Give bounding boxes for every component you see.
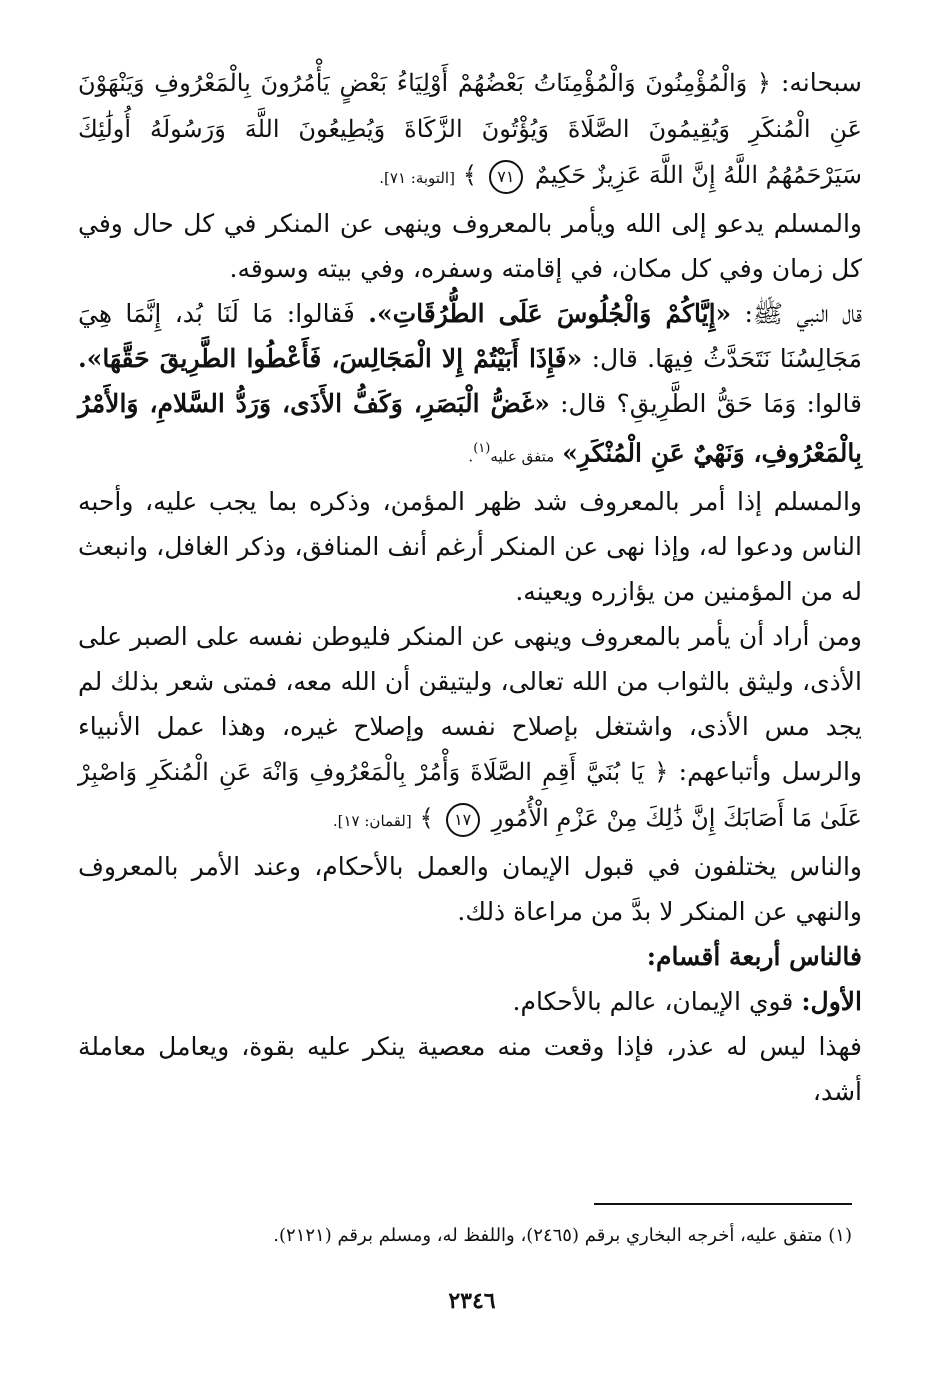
intro-text: سبحانه: [770, 68, 862, 97]
page-number: ٢٣٤٦ [448, 1288, 496, 1314]
paragraph-first-category [78, 979, 862, 1024]
paragraph-text: والناس يختلفون في قبول الإيمان والعمل بالأحكام، وعند الأمر بالمعروف والنهي عن المنكر لا بدَّ من مراعاة ذلك. [78, 852, 862, 927]
quran-verse: ﴿ وَالْمُؤْمِنُونَ وَالْمُؤْمِنَاتُ بَعْضُهُمْ أَوْلِيَاءُ بَعْضٍ يَأْمُرُونَ بِالْمَعْرُوفِ وَيَنْهَوْنَ عَنِ الْمُنكَرِ وَيُقِيمُونَ الصَّلَاةَ وَيُؤْتُونَ الزَّكَاةَ وَيُطِيعُونَ اللَّهَ وَرَسُولَهُ أُولَٰئِكَ سَيَرْحَمُهُمُ اللَّهُ إِنَّ اللَّهَ عَزِيزٌ حَكِيمٌ [78, 69, 862, 189]
footnote-marker: (١) [473, 441, 491, 456]
paragraph-hadith [78, 291, 862, 479]
heading-text: فالناس أربعة أقسام: [646, 942, 862, 972]
paragraph-text: والمسلم يدعو إلى الله ويأمر بالمعروف وينهى عن المنكر في كل حال وفي كل زمان وفي كل مكان، في إقامته وسفره، وفي بيته وسوقه. [78, 209, 862, 283]
punctuation: . [468, 447, 474, 466]
quran-close-bracket: ﴾ [419, 804, 434, 833]
footnote-divider [594, 1203, 852, 1205]
paragraph-text: ومن أراد أن يأمر بالمعروف وينهى عن المنكر فليوطن نفسه على الصبر على الأذى، وليثق بالثواب من الله تعالى، وليتيقن أن الله معه، فمتى شعر بذلك لم يجد مس الأذى، واشتغل بإصلاح نفسه وإصلاح غيره، وهذا عمل الأنبياء والرسل وأتباعهم: [78, 622, 862, 787]
paragraph-text: والمسلم إذا أمر بالمعروف شد ظهر المؤمن، وذكره بما يجب عليه، وأحبه الناس ودعوا له، وإذا نهى عن المنكر أرغم أنف المنافق، وذكر الغافل، وانبعث له من المؤمنين من يؤازره ويعينه. [78, 487, 862, 607]
paragraph-patience [78, 614, 862, 844]
verse-reference: [التوبة: ٧١]. [379, 169, 455, 187]
hadith-quote: «غَضُّ الْبَصَرِ، وَكَفُّ الأَذَى، وَرَدُّ السَّلامِ، وَالأَمْرُ بِالْمَعْرُوفِ، وَنَهْيٌ عَنِ الْمُنْكَرِ» [78, 389, 862, 468]
body-text [78, 60, 862, 1114]
verse-reference: [لقمان: ١٧]. [332, 812, 412, 831]
paragraph-quran-tawbah [78, 60, 862, 201]
quran-verse: ﴿ يَا بُنَيَّ أَقِمِ الصَّلَاةَ وَأْمُرْ بِالْمَعْرُوفِ وَانْهَ عَنِ الْمُنكَرِ وَاصْبِرْ عَلَىٰ مَا أَصَابَكَ إِنَّ ذَٰلِكَ مِنْ عَزْمِ الْأُمُورِ [78, 758, 862, 833]
footnote: (١) متفق عليه، أخرجه البخاري برقم (٢٤٦٥)، واللفظ له، ومسلم برقم (٢١٢١). [273, 1225, 852, 1246]
ayah-number-marker: ١٧ [446, 803, 480, 837]
hadith-reference: متفق عليه [490, 447, 555, 466]
quran-close-bracket: ﴾ [462, 161, 477, 189]
hadith-narration: قالوا: وَمَا حَقُّ الطَّرِيقِ؟ قال: [549, 389, 863, 418]
ayah-number-marker: ٧١ [489, 160, 523, 194]
hadith-quote: «فَإِذَا أَبَيْتُمْ إِلا الْمَجَالِسَ، فَأَعْطُوا الطَّرِيقَ حَقَّهَا». [78, 344, 583, 373]
paragraph-no-excuse [78, 1024, 862, 1114]
paragraph-text: فهذا ليس له عذر، فإذا وقعت منه معصية ينكر عليه بقوة، ويعامل معاملة أشد، [78, 1032, 862, 1107]
section-heading [78, 934, 862, 979]
hadith-quote: «إِيَّاكُمْ وَالْجُلُوسَ عَلَى الطُّرُقَاتِ». [368, 299, 732, 328]
paragraph-muslim-calls [78, 201, 862, 291]
paragraph-muslim-commands [78, 479, 862, 614]
hadith-narration: فَقالوا: مَا لَنَا بُد، إِنَّمَا هِيَ مَجَالِسُنَا نَتَحَدَّثُ فِيهَا. قال: [78, 299, 862, 373]
category-label: الأول: [801, 987, 862, 1017]
paragraph-people-differ [78, 844, 862, 934]
category-text: قوي الإيمان، عالم بالأحكام. [512, 987, 802, 1017]
hadith-intro: قال النبي ﷺ: [731, 299, 863, 328]
